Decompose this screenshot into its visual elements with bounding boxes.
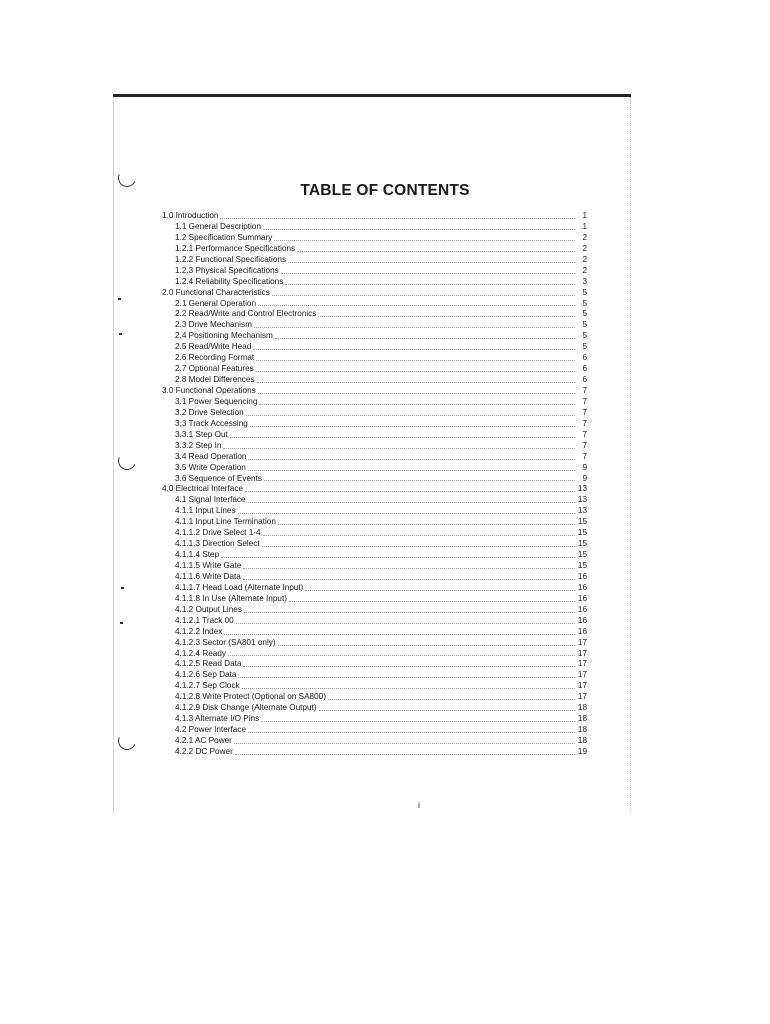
toc-entry[interactable]: [162, 441, 587, 452]
toc-entry-label: 2.7 Optional Features: [175, 364, 254, 374]
toc-entry-label: 3.3 Track Accessing: [175, 418, 248, 428]
toc-entry-label: 4.1.2.9 Disk Change (Alternate Output): [175, 703, 317, 713]
toc-entry-label: 4.1.1.6 Write Data: [175, 571, 241, 581]
toc-entry[interactable]: [162, 397, 587, 408]
toc-entry-label: 4.1.2.1 Track 00: [175, 615, 234, 625]
dot-leader: [243, 578, 575, 580]
scan-mark: [119, 333, 122, 335]
toc-entry[interactable]: [162, 222, 587, 233]
toc-entry[interactable]: [162, 309, 587, 320]
toc-entry-label: 1.2.1 Performance Specifications: [175, 243, 296, 253]
toc-entry-label: 4.1.1.3 Direction Select: [175, 539, 260, 549]
dot-leader: [272, 294, 575, 296]
toc-entry-page: 17: [577, 670, 587, 680]
toc-entry[interactable]: [162, 342, 587, 353]
toc-entry-page: 17: [577, 681, 587, 691]
right-page-edge: [630, 97, 631, 812]
dot-leader: [245, 490, 575, 492]
toc-entry-page: 16: [577, 615, 587, 625]
toc-entry[interactable]: [162, 277, 587, 288]
dot-leader: [220, 217, 575, 219]
toc-entry-label: 4.0 Electrical Interface: [162, 484, 244, 494]
toc-entry-page: 9: [582, 462, 587, 472]
dot-leader: [274, 239, 575, 241]
toc-entry[interactable]: [162, 659, 587, 670]
toc-entry-page: 2: [582, 232, 587, 242]
toc-entry-page: 17: [577, 659, 587, 669]
toc-entry[interactable]: [162, 211, 587, 222]
toc-entry[interactable]: [162, 255, 587, 266]
toc-entry-label: 4.1.1.2 Drive Select 1-4: [175, 528, 261, 538]
toc-entry[interactable]: [162, 506, 587, 517]
toc-entry-page: 1: [582, 221, 587, 231]
toc-entry-label: 4.1.2.5 Read Data: [175, 659, 242, 669]
toc-entry[interactable]: [162, 670, 587, 681]
toc-entry[interactable]: [162, 353, 587, 364]
toc-entry-label: 3.6 Sequence of Events: [175, 473, 262, 483]
toc-entry-page: 5: [582, 309, 587, 319]
toc-entry-label: 2.5 Read/Write Head: [175, 342, 252, 352]
toc-entry[interactable]: [162, 386, 587, 397]
toc-entry-label: 3.5 Write Operation: [175, 462, 246, 472]
toc-entry-page: 5: [582, 331, 587, 341]
toc-entry[interactable]: [162, 539, 587, 550]
dot-leader: [234, 742, 575, 744]
toc-entry[interactable]: [162, 649, 587, 660]
toc-entry-page: 13: [577, 506, 587, 516]
dot-leader: [288, 261, 575, 263]
toc-entry-page: 15: [577, 550, 587, 560]
toc-entry[interactable]: [162, 331, 587, 342]
toc-entry[interactable]: [162, 616, 587, 627]
dot-leader: [258, 392, 575, 394]
dot-leader: [257, 381, 576, 383]
dot-leader: [278, 523, 575, 525]
toc-entry-page: 18: [577, 703, 587, 713]
toc-entry-page: 18: [577, 736, 587, 745]
toc-entry-label: 4.1 Signal Interface: [175, 495, 246, 505]
toc-entry-label: 4.1.3 Alternate I/O Pins: [175, 714, 260, 724]
toc-entry-page: 5: [582, 342, 587, 352]
toc-entry[interactable]: [162, 638, 587, 649]
binder-hole-icon: [115, 729, 138, 752]
toc-entry-label: 4.1.1.8 In Use (Alternate Input): [175, 593, 287, 603]
toc-entry-page: 7: [582, 396, 587, 406]
dot-leader: [263, 228, 575, 230]
dot-leader: [262, 545, 575, 547]
toc-entry-label: 1.2.2 Functional Specifications: [175, 254, 287, 264]
dot-leader: [275, 337, 575, 339]
dot-leader: [223, 447, 575, 449]
toc-entry-label: 2.3 Drive Mechanism: [175, 320, 252, 330]
toc-entry-page: 15: [577, 539, 587, 549]
dot-leader: [254, 326, 575, 328]
dot-leader: [246, 414, 575, 416]
scan-mark: [120, 622, 123, 624]
toc-entry-page: 13: [577, 484, 587, 494]
toc-entry-page: 3: [582, 276, 587, 286]
toc-entry-label: 4.2.1 AC Power: [175, 736, 232, 745]
toc-entry-page: 6: [582, 353, 587, 363]
toc-entry[interactable]: [162, 528, 587, 539]
toc-entry-label: 2.0 Functional Characteristics: [162, 287, 270, 297]
toc-entry-page: 16: [577, 593, 587, 603]
toc-entry[interactable]: [162, 605, 587, 616]
dot-leader: [297, 250, 575, 252]
dot-leader: [242, 687, 575, 689]
toc-entry-label: 3.1 Power Sequencing: [175, 396, 258, 406]
toc-entry-page: 16: [577, 571, 587, 581]
toc-entry[interactable]: [162, 714, 587, 725]
toc-entry[interactable]: [162, 703, 587, 714]
toc-entry[interactable]: [162, 452, 587, 463]
toc-entry[interactable]: [162, 320, 587, 331]
toc-entry-page: 7: [582, 407, 587, 417]
toc-entry-label: 2.6 Recording Format: [175, 353, 255, 363]
toc-entry[interactable]: [162, 430, 587, 441]
dot-leader: [250, 425, 575, 427]
toc-entry[interactable]: [162, 244, 587, 255]
dot-leader: [281, 272, 575, 274]
toc-entry-label: 4.1.2 Output Lines: [175, 604, 242, 614]
toc-entry-page: 16: [577, 626, 587, 636]
binder-hole-icon: [115, 449, 138, 472]
toc-entry-label: 2.4 Positioning Mechanism: [175, 331, 273, 341]
dot-leader: [319, 709, 575, 711]
toc-entry-label: 4.1.2.8 Write Protect (Optional on SA800): [175, 692, 326, 702]
toc-entry[interactable]: [162, 627, 587, 638]
toc-entry-page: 17: [577, 648, 587, 658]
toc-entry-label: 4.1.2.2 Index: [175, 626, 223, 636]
toc-entry-page: 15: [577, 517, 587, 527]
toc-entry-label: 3.0 Functional Operations: [162, 386, 256, 395]
dot-leader: [243, 567, 575, 569]
dot-leader: [230, 436, 575, 438]
page-title: TABLE OF CONTENTS: [300, 182, 470, 199]
dot-leader: [248, 731, 575, 733]
toc-entry-page: 18: [577, 725, 587, 735]
toc-entry[interactable]: [162, 463, 587, 474]
toc-entry-label: 4.2 Power Interface: [175, 725, 246, 735]
toc-entry-page: 16: [577, 582, 587, 592]
toc-entry-label: 4.1.2.3 Sector (SA801 only): [175, 637, 276, 647]
toc-entry[interactable]: [162, 594, 587, 605]
dot-leader: [243, 665, 575, 667]
toc-entry-page: 6: [582, 364, 587, 374]
toc-entry-page: 18: [577, 714, 587, 724]
toc-entry[interactable]: [162, 725, 587, 736]
toc-entry-label: 3.3.1 Step Out: [175, 429, 228, 439]
toc-entry-page: 19: [577, 746, 587, 756]
dot-leader: [236, 622, 575, 624]
top-border-rule: [113, 94, 631, 97]
dot-leader: [263, 534, 575, 536]
toc-entry-page: 13: [577, 495, 587, 505]
toc-entry[interactable]: [162, 572, 587, 583]
dot-leader: [248, 469, 575, 471]
dot-leader: [328, 698, 575, 700]
toc-entry[interactable]: [162, 474, 587, 485]
toc-entry[interactable]: [162, 583, 587, 594]
toc-entry-page: 2: [582, 243, 587, 253]
dot-leader: [285, 283, 575, 285]
toc-entry-page: 16: [577, 604, 587, 614]
toc-entry[interactable]: [162, 517, 587, 528]
toc-entry-page: 9: [582, 473, 587, 483]
dot-leader: [256, 359, 575, 361]
toc-entry-label: 2.8 Model Differences: [175, 375, 255, 385]
dot-leader: [235, 753, 575, 755]
dot-leader: [289, 600, 575, 602]
toc-entry-label: 1.2.3 Physical Specifications: [175, 265, 279, 275]
toc-entry-page: 17: [577, 692, 587, 702]
toc-entry-page: 2: [582, 254, 587, 264]
dot-leader: [261, 720, 575, 722]
toc-entry-label: 1.0 Introduction: [162, 211, 219, 220]
toc-entry-label: 4.1.2.4 Ready: [175, 648, 226, 658]
toc-entry-page: 15: [577, 528, 587, 538]
dot-leader: [278, 644, 575, 646]
toc-entry-page: 7: [582, 429, 587, 439]
toc-entry[interactable]: [162, 681, 587, 692]
dot-leader: [258, 304, 575, 306]
toc-entry[interactable]: [162, 692, 587, 703]
toc-entry-label: 4.1.1.7 Head Load (Alternate Input): [175, 582, 304, 592]
dot-leader: [259, 403, 575, 405]
toc-entry-label: 4.1.2.6 Sep Data: [175, 670, 237, 680]
scan-mark: [121, 587, 124, 589]
toc-entry[interactable]: [162, 484, 587, 495]
page-number: i: [418, 800, 420, 810]
toc-entry-label: 1.1 General Description: [175, 221, 262, 231]
toc-entry-label: 4.1.1 Input Line Termination: [175, 517, 276, 527]
toc-entry[interactable]: [162, 364, 587, 375]
toc-entry-page: 7: [582, 440, 587, 450]
dot-leader: [318, 315, 575, 317]
toc-entry[interactable]: [162, 266, 587, 277]
toc-entry[interactable]: [162, 747, 587, 758]
dot-leader: [238, 512, 575, 514]
toc-entry[interactable]: [162, 408, 587, 419]
toc-entry-label: 4.2.2 DC Power: [175, 746, 233, 756]
toc-entry-page: 6: [582, 375, 587, 385]
toc-entry-label: 4.1.1.4 Step: [175, 550, 220, 560]
dot-leader: [244, 611, 575, 613]
toc-entry-label: 3.2 Drive Selection: [175, 407, 244, 417]
toc-entry-page: 7: [582, 386, 587, 395]
dot-leader: [248, 458, 575, 460]
toc-entry[interactable]: [162, 561, 587, 572]
scan-mark: [118, 298, 121, 300]
toc-entry-page: 5: [582, 320, 587, 330]
toc-entry[interactable]: [162, 233, 587, 244]
toc-entry-label: 2.1 General Operation: [175, 298, 257, 308]
toc-entry-page: 2: [582, 265, 587, 275]
toc-entry[interactable]: [162, 495, 587, 506]
dot-leader: [256, 370, 575, 372]
dot-leader: [253, 348, 575, 350]
dot-leader: [238, 676, 575, 678]
dot-leader: [221, 556, 575, 558]
toc-entry-label: 4.1.1 Input Lines: [175, 506, 236, 516]
table-of-contents: [162, 211, 587, 758]
toc-entry-label: 1.2.4 Reliability Specifications: [175, 276, 284, 286]
dot-leader: [224, 633, 575, 635]
toc-entry-page: 5: [582, 287, 587, 297]
toc-entry-page: 17: [577, 637, 587, 647]
dot-leader: [248, 501, 575, 503]
left-page-edge: [113, 97, 114, 812]
toc-entry-page: 5: [582, 298, 587, 308]
toc-entry-label: 2.2 Read/Write and Control Electronics: [175, 309, 317, 319]
toc-entry[interactable]: [162, 288, 587, 299]
toc-entry-page: 7: [582, 451, 587, 461]
toc-entry[interactable]: [162, 375, 587, 386]
toc-entry-label: 1.2 Specification Summary: [175, 232, 273, 242]
dot-leader: [228, 654, 575, 656]
toc-entry-label: 3.4 Read Operation: [175, 451, 247, 461]
toc-entry[interactable]: [162, 299, 587, 310]
dot-leader: [305, 589, 575, 591]
toc-entry-page: 7: [582, 418, 587, 428]
toc-entry-label: 4.1.2.7 Sep Clock: [175, 681, 240, 691]
toc-entry[interactable]: [162, 550, 587, 561]
toc-entry-page: 1: [582, 211, 587, 220]
toc-entry[interactable]: [162, 736, 587, 747]
toc-entry-page: 15: [577, 561, 587, 570]
dot-leader: [264, 479, 575, 481]
toc-entry-label: 4.1.1.5 Write Gate: [175, 561, 242, 570]
toc-entry-label: 3.3.2 Step In: [175, 440, 222, 450]
toc-entry[interactable]: [162, 419, 587, 430]
